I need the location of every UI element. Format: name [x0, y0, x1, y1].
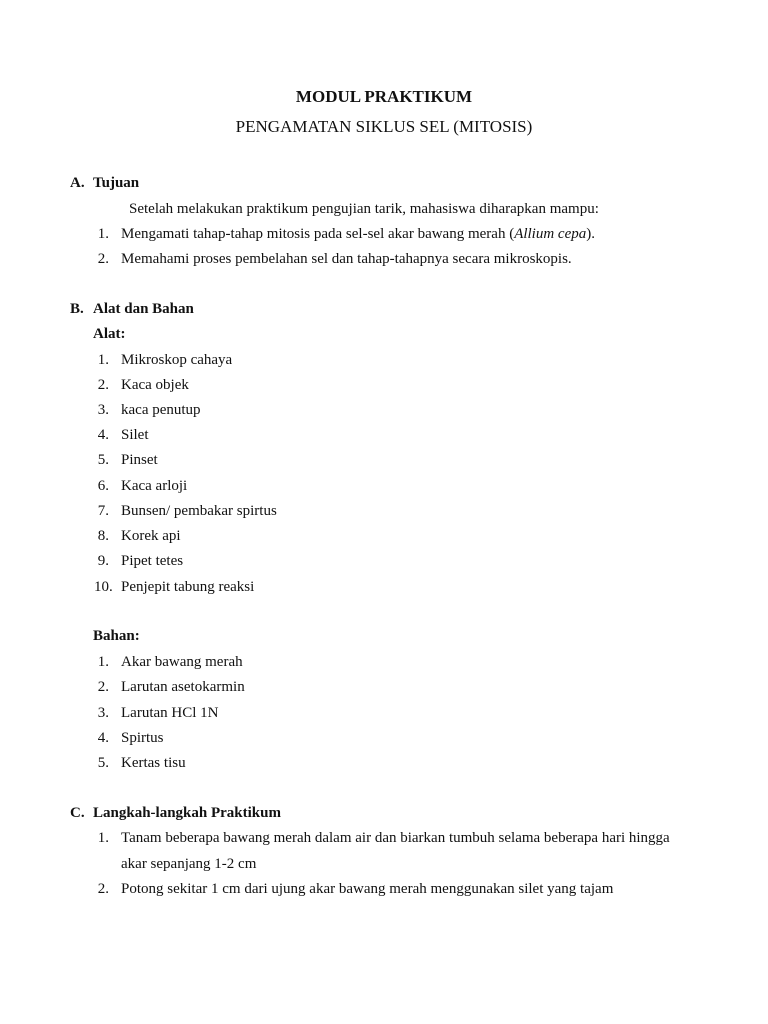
section-c-letter: C.	[70, 805, 85, 821]
section-a-letter: A.	[70, 175, 85, 191]
list-number: 4.	[97, 427, 109, 443]
list-number: 2.	[97, 679, 109, 695]
list-number: 7.	[97, 503, 109, 519]
list-item: Kaca objek	[121, 377, 189, 393]
list-number: 2.	[97, 377, 109, 393]
list-item: Kaca arloji	[121, 478, 188, 494]
list-item: Spirtus	[121, 730, 164, 746]
list-item: Memahami proses pembelahan sel dan tahap-tahapnya secara mikroskopis.	[121, 251, 572, 267]
list-number: 1.	[97, 352, 109, 368]
list-number: 3.	[97, 402, 109, 418]
section-a-intro: Setelah melakukan praktikum pengujian tarik, mahasiswa diharapkan mampu:	[129, 201, 599, 217]
list-number: 4.	[97, 730, 109, 746]
list-item: Mengamati tahap-tahap mitosis pada sel-sel akar bawang merah (Allium cepa).	[121, 226, 596, 242]
list-item: Akar bawang merah	[121, 654, 243, 670]
list-number: 2.	[97, 881, 109, 897]
list-number: 5.	[97, 755, 109, 771]
list-number: 10.	[94, 579, 113, 595]
section-a-title: Tujuan	[93, 175, 140, 191]
document-title: MODUL PRAKTIKUM	[295, 87, 473, 106]
list-item: Potong sekitar 1 cm dari ujung akar bawang merah menggunakan silet yang tajam	[121, 881, 614, 897]
section-b-title: Alat dan Bahan	[93, 301, 194, 317]
list-number: 1.	[97, 226, 109, 242]
list-item: Bunsen/ pembakar spirtus	[121, 503, 277, 519]
list-item-continuation: akar sepanjang 1-2 cm	[121, 856, 257, 872]
list-item: Tanam beberapa bawang merah dalam air dan biarkan tumbuh selama beberapa hari hingga	[121, 830, 670, 846]
list-item: Kertas tisu	[121, 755, 186, 771]
section-c-title: Langkah-langkah Praktikum	[93, 805, 281, 821]
list-item: Larutan HCl 1N	[121, 705, 219, 721]
bahan-label: Bahan:	[93, 628, 140, 644]
list-number: 9.	[97, 553, 109, 569]
list-number: 6.	[97, 478, 109, 494]
document-subtitle: PENGAMATAN SIKLUS SEL (MITOSIS)	[235, 117, 533, 136]
list-item: Pinset	[121, 452, 158, 468]
list-item: Larutan asetokarmin	[121, 679, 245, 695]
list-item: Mikroskop cahaya	[121, 352, 233, 368]
alat-label: Alat:	[93, 326, 126, 342]
list-item: Korek api	[121, 528, 181, 544]
list-item: Pipet tetes	[121, 553, 184, 569]
list-item: kaca penutup	[121, 402, 201, 418]
species-name: Allium cepa	[514, 226, 587, 242]
list-number: 3.	[97, 705, 109, 721]
list-number: 5.	[97, 452, 109, 468]
list-number: 1.	[97, 654, 109, 670]
list-item: Penjepit tabung reaksi	[121, 579, 255, 595]
list-number: 8.	[97, 528, 109, 544]
list-item: Silet	[121, 427, 149, 443]
list-number: 2.	[97, 251, 109, 267]
list-number: 1.	[97, 830, 109, 846]
section-b-letter: B.	[70, 301, 84, 317]
